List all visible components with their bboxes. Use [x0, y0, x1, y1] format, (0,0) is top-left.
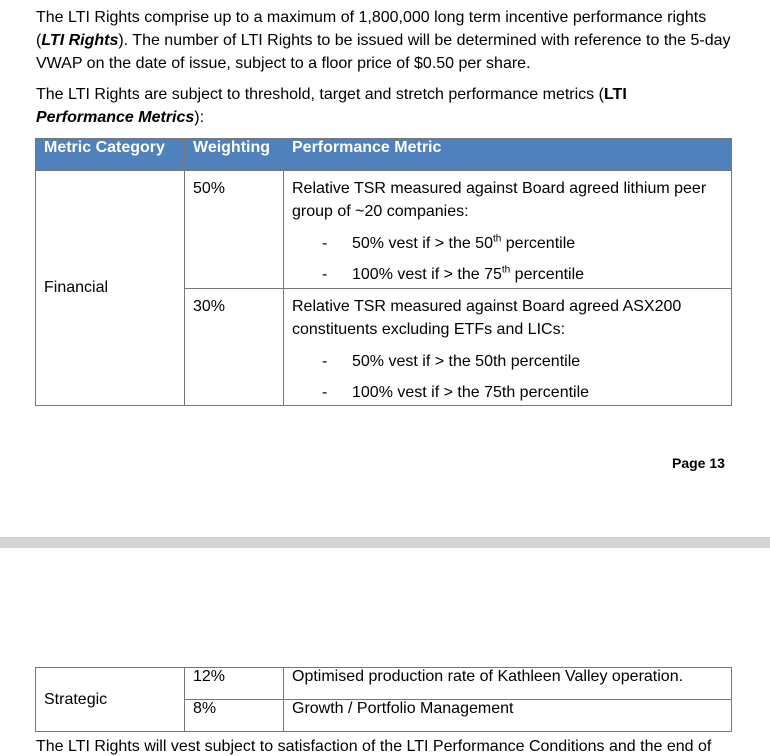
paragraph-performance-metrics — [36, 83, 736, 129]
dash-marker: - — [322, 353, 328, 370]
list-item — [292, 352, 723, 372]
text: 100% vest if > the 75 — [352, 266, 502, 283]
category-cell: Strategic — [36, 668, 185, 732]
weighting-cell: 8% — [185, 700, 284, 732]
metric-description: Relative TSR measured against Board agreed lithium peer group of ~20 companies: — [292, 180, 707, 220]
defined-term: LTI — [603, 86, 627, 103]
metric-cell: Growth / Portfolio Management — [284, 700, 732, 732]
table-row — [36, 668, 732, 700]
text: ). The number of LTI Rights to be issued will be determined with reference to the 5-day VWAP on the date of issue, subject to a floor price of $0.50 per share. — [36, 32, 731, 72]
bullet-list — [292, 234, 723, 285]
header-metric-category: Metric Category — [36, 139, 185, 171]
metric-description: Relative TSR measured against Board agreed ASX200 constituents excluding ETFs and LICs: — [292, 298, 682, 338]
text: 50% vest if > the 50 — [352, 235, 493, 252]
weighting-cell: 30% — [185, 289, 284, 406]
dash-marker: - — [322, 266, 328, 283]
weighting-cell: 12% — [185, 668, 284, 700]
metric-cell — [284, 289, 732, 406]
performance-metrics-table — [35, 138, 732, 406]
text: The LTI Rights comprise up to a maximum of 1,800,000 long term incentive performance rights ( — [36, 9, 707, 49]
table-row — [36, 171, 732, 289]
text: 100% vest if > the 75th percentile — [352, 384, 590, 401]
header-weighting: Weighting — [185, 139, 284, 171]
performance-metrics-table-continued — [35, 667, 732, 732]
defined-term: LTI Rights — [41, 32, 119, 49]
list-item — [292, 383, 723, 403]
bullet-list — [292, 352, 723, 403]
text: The LTI Rights are subject to threshold, target and stretch performance metrics ( — [36, 86, 604, 103]
ordinal-suffix: th — [501, 264, 511, 276]
weighting-cell: 50% — [185, 171, 284, 289]
text: percentile — [501, 235, 576, 252]
page-number: Page 13 — [672, 455, 725, 471]
dash-marker: - — [322, 235, 328, 252]
metric-cell — [284, 171, 732, 289]
dash-marker: - — [322, 384, 328, 401]
cutoff-paragraph: The LTI Rights will vest subject to satisfaction of the LTI Performance Conditions and the end of — [36, 738, 712, 755]
defined-term: Performance Metrics — [36, 109, 195, 126]
text: percentile — [510, 266, 585, 283]
header-performance-metric: Performance Metric — [284, 139, 732, 171]
metric-cell: Optimised production rate of Kathleen Valley operation. — [284, 668, 732, 700]
table-header-row — [36, 139, 732, 171]
paragraph-lti-rights — [36, 6, 736, 75]
category-cell: Financial — [36, 171, 185, 406]
list-item — [292, 265, 723, 285]
page-separator — [0, 537, 770, 548]
text: 50% vest if > the 50th percentile — [352, 353, 581, 370]
text: ): — [194, 109, 205, 126]
ordinal-suffix: th — [492, 233, 502, 245]
list-item — [292, 234, 723, 254]
